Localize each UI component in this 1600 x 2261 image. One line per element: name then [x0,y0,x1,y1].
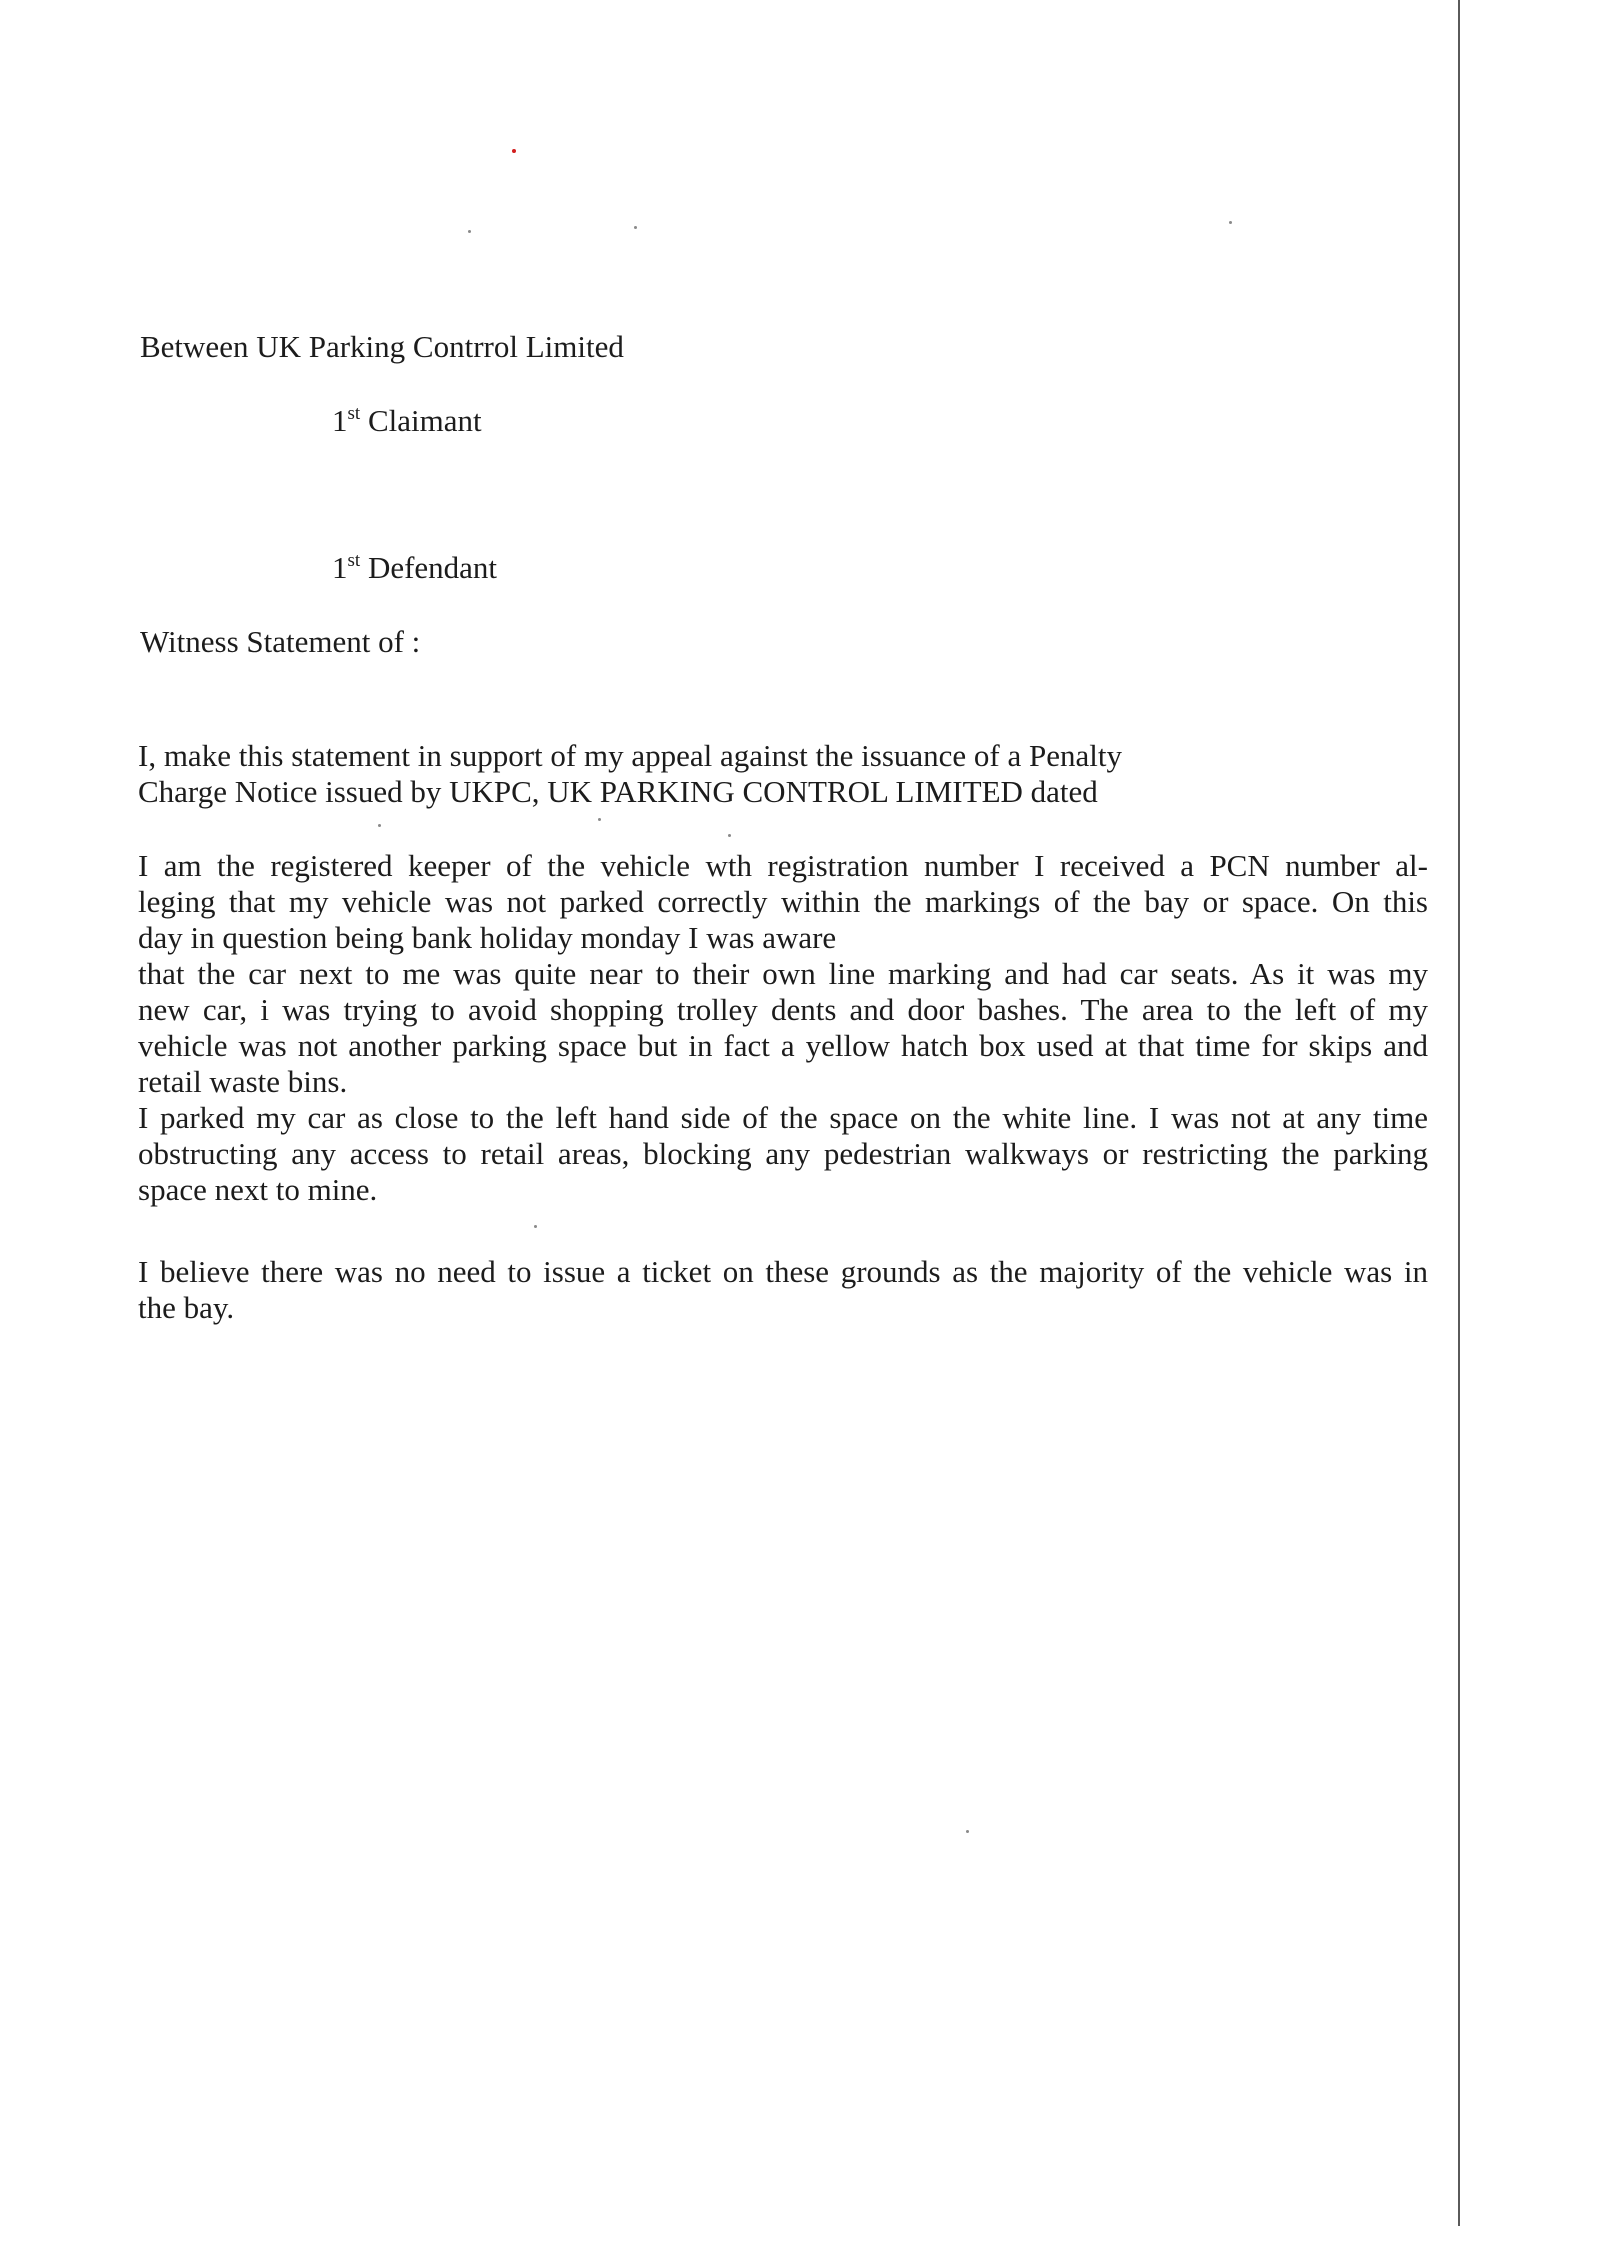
text-line: Charge Notice issued by UKPC, UK PARKING CONTROL LIMITED dated [138,774,1098,809]
page-edge-line [1458,0,1460,2226]
witness-statement-heading: Witness Statement of : [140,624,421,659]
scan-speck [468,230,471,233]
between-parties-line: Between UK Parking Contrrol Limited [140,329,624,364]
claimant-ordinal-suffix: st [347,403,361,424]
statement-paragraph-1 [138,738,1428,810]
defendant-ordinal-number: 1 [332,550,348,585]
defendant-label: Defendant [360,550,498,585]
scan-speck [378,824,381,827]
defendant-ordinal-suffix: st [347,550,361,571]
text-line: I parked my car as close to the left hand side of the space on the white line. I was not at any time [138,1100,1428,1135]
text-line: vehicle was not another parking space but in fact a yellow hatch box used at that time for skips and [138,1028,1428,1063]
claimant-ordinal-number: 1 [332,403,348,438]
text-line: new car, i was trying to avoid shopping trolley dents and door bashes. The area to the left of my [138,992,1428,1027]
scan-speck [966,1830,969,1833]
text-line: I, make this statement in support of my appeal against the issuance of a Penalty [138,738,1122,773]
text-line: retail waste bins. [138,1064,348,1099]
scan-speck [598,818,601,821]
scan-speck [534,1225,537,1228]
scan-speck [634,226,637,229]
text-line: I believe there was no need to issue a ticket on these grounds as the majority of the vehicle was in [138,1254,1428,1289]
text-line: space next to mine. [138,1172,378,1207]
text-line: obstructing any access to retail areas, blocking any pedestrian walkways or restricting the parking [138,1136,1428,1171]
statement-paragraph-3 [138,1254,1428,1326]
text-line: that the car next to me was quite near to their own line marking and had car seats. As it was my [138,956,1428,991]
scan-speck [728,834,731,837]
claimant-label: Claimant [360,403,482,438]
text-line: day in question being bank holiday monday I was aware [138,920,837,955]
scan-speck [1229,221,1232,224]
text-line: I am the registered keeper of the vehicle wth registration number I received a PCN number al- [138,848,1428,883]
statement-paragraph-2 [138,848,1428,1208]
text-line: the bay. [138,1290,235,1325]
text-line: leging that my vehicle was not parked correctly within the markings of the bay or space. On this [138,884,1428,919]
claimant-line [332,403,482,439]
defendant-line [332,550,497,586]
scan-speck-red [512,149,516,153]
